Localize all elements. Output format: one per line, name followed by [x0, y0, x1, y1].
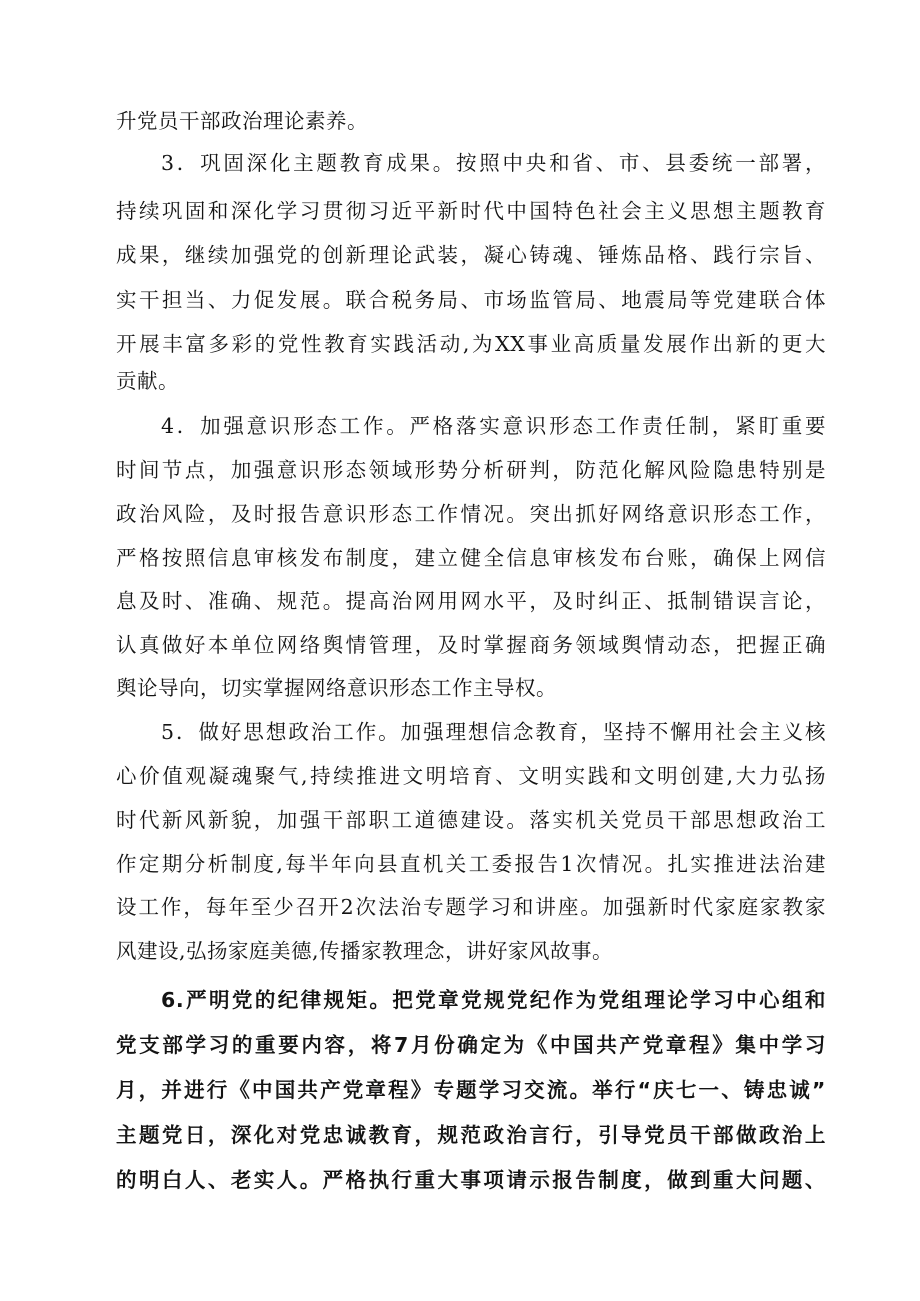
paragraph-line: 息及时、准确、规范。提高治网用网水平，及时纠正、抵制错误言论， [116, 589, 826, 613]
paragraph-line: 风建设,弘扬家庭美德,传播家教理念，讲好家风故事。 [116, 939, 614, 963]
paragraph-line: 政治风险，及时报告意识形态工作情况。突出抓好网络意识形态工作， [116, 502, 826, 526]
paragraph-line: 认真做好本单位网络舆情管理，及时掌握商务领域舆情动态，把握正确 [116, 633, 826, 657]
paragraph-line: 开展丰富多彩的党性教育实践活动,为XX事业高质量发展作出新的更大 [116, 332, 826, 356]
paragraph-line: 时代新风新貌，加强干部职工道德建设。落实机关党员干部思想政治工 [116, 808, 826, 832]
paragraph-line: 严格按照信息审核发布制度，建立健全信息审核发布台账，确保上网信 [116, 546, 826, 570]
paragraph-line: 成果，继续加强党的创新理论武装，凝心铸魂、锤炼品格、践行宗旨、 [116, 243, 826, 267]
paragraph-3-heading-line: 3．巩固深化主题教育成果。按照中央和省、市、县委统一部署， [161, 151, 826, 175]
paragraph-line: 舆论导向，切实掌握网络意识形态工作主导权。 [116, 676, 557, 700]
paragraph-line: 时间节点，加强意识形态领域形势分析研判，防范化解风险隐患特别是 [116, 458, 826, 482]
paragraph-line: 的明白人、老实人。严格执行重大事项请示报告制度，做到重大问题、 [116, 1168, 826, 1192]
paragraph-line: 党支部学习的重要内容，将7月份确定为《中国共产党章程》集中学习 [116, 1033, 826, 1057]
paragraph-line: 月，并进行《中国共产党章程》专题学习交流。举行“庆七一、铸忠诚” [116, 1078, 826, 1102]
paragraph-line: 主题党日，深化对党忠诚教育，规范政治言行，引导党员干部做政治上 [116, 1123, 826, 1147]
paragraph-line: 实干担当、力促发展。联合税务局、市场监管局、地震局等党建联合体 [116, 288, 826, 312]
paragraph-6-heading-line: 6.严明党的纪律规矩。把党章党规党纪作为党组理论学习中心组和 [161, 988, 826, 1012]
paragraph-line: 设工作，每年至少召开2次法治专题学习和讲座。加强新时代家庭家教家 [116, 895, 826, 919]
paragraph-5-heading-line: 5．做好思想政治工作。加强理想信念教育，坚持不懈用社会主义核 [161, 720, 826, 744]
paragraph-line: 贡献。 [116, 369, 179, 393]
paragraph-line: 升党员干部政治理论素养。 [116, 109, 368, 133]
paragraph-line: 心价值观凝魂聚气,持续推进文明培育、文明实践和文明创建,大力弘扬 [116, 764, 826, 788]
paragraph-4-heading-line: 4．加强意识形态工作。严格落实意识形态工作责任制，紧盯重要 [161, 414, 826, 438]
paragraph-line: 作定期分析制度,每半年向县直机关工委报告1次情况。扎实推进法治建 [116, 852, 826, 876]
paragraph-line: 持续巩固和深化学习贯彻习近平新时代中国特色社会主义思想主题教育 [116, 199, 826, 223]
